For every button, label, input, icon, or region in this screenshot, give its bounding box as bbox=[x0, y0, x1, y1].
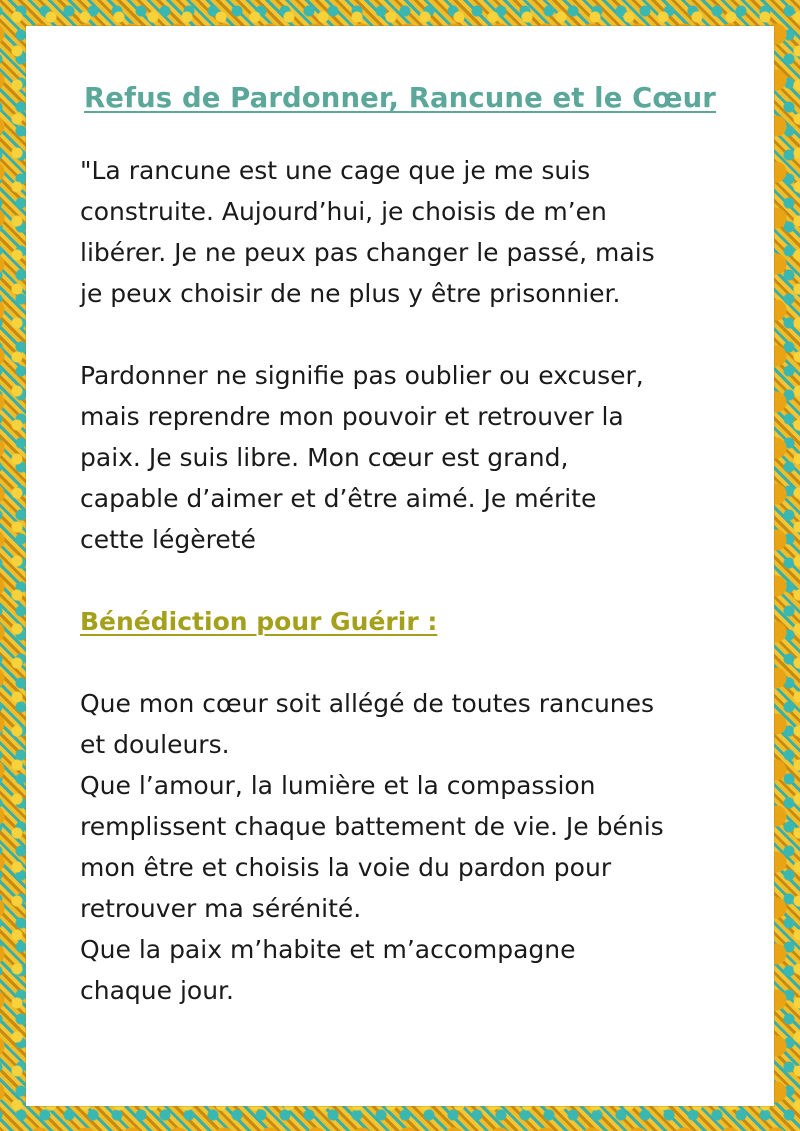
affirmation-paragraph-1: "La rancune est une cage que je me suis construite. Aujourd’hui, je choisis de m’en libérer. Je ne peux pas changer le passé, mais je peux choisir de ne plus y être prisonnier. bbox=[80, 156, 655, 308]
blessing-heading: Bénédiction pour Guérir : bbox=[80, 607, 438, 636]
blessing-paragraph: Que mon cœur soit allégé de toutes rancunes et douleurs. Que l’amour, la lumière et la compassion remplissent chaque battement de vie. Je bénis mon être et choisis la voie du pardon pour retrouver ma sérénité. Que la paix m’habite et m’accompagne chaque jour. bbox=[80, 689, 664, 1005]
paragraph-spacer bbox=[80, 314, 730, 355]
paragraph-spacer bbox=[80, 560, 730, 601]
affirmation-paragraph-2: Pardonner ne signifie pas oublier ou excuser, mais reprendre mon pouvoir et retrouver la paix. Je suis libre. Mon cœur est grand, capable d’aimer et d’être aimé. Je mérite cette légèreté bbox=[80, 361, 644, 554]
page-title: Refus de Pardonner, Rancune et le Cœur bbox=[84, 82, 716, 114]
paragraph-spacer bbox=[80, 642, 730, 683]
document-body bbox=[80, 150, 730, 1011]
document-page bbox=[26, 26, 774, 1106]
